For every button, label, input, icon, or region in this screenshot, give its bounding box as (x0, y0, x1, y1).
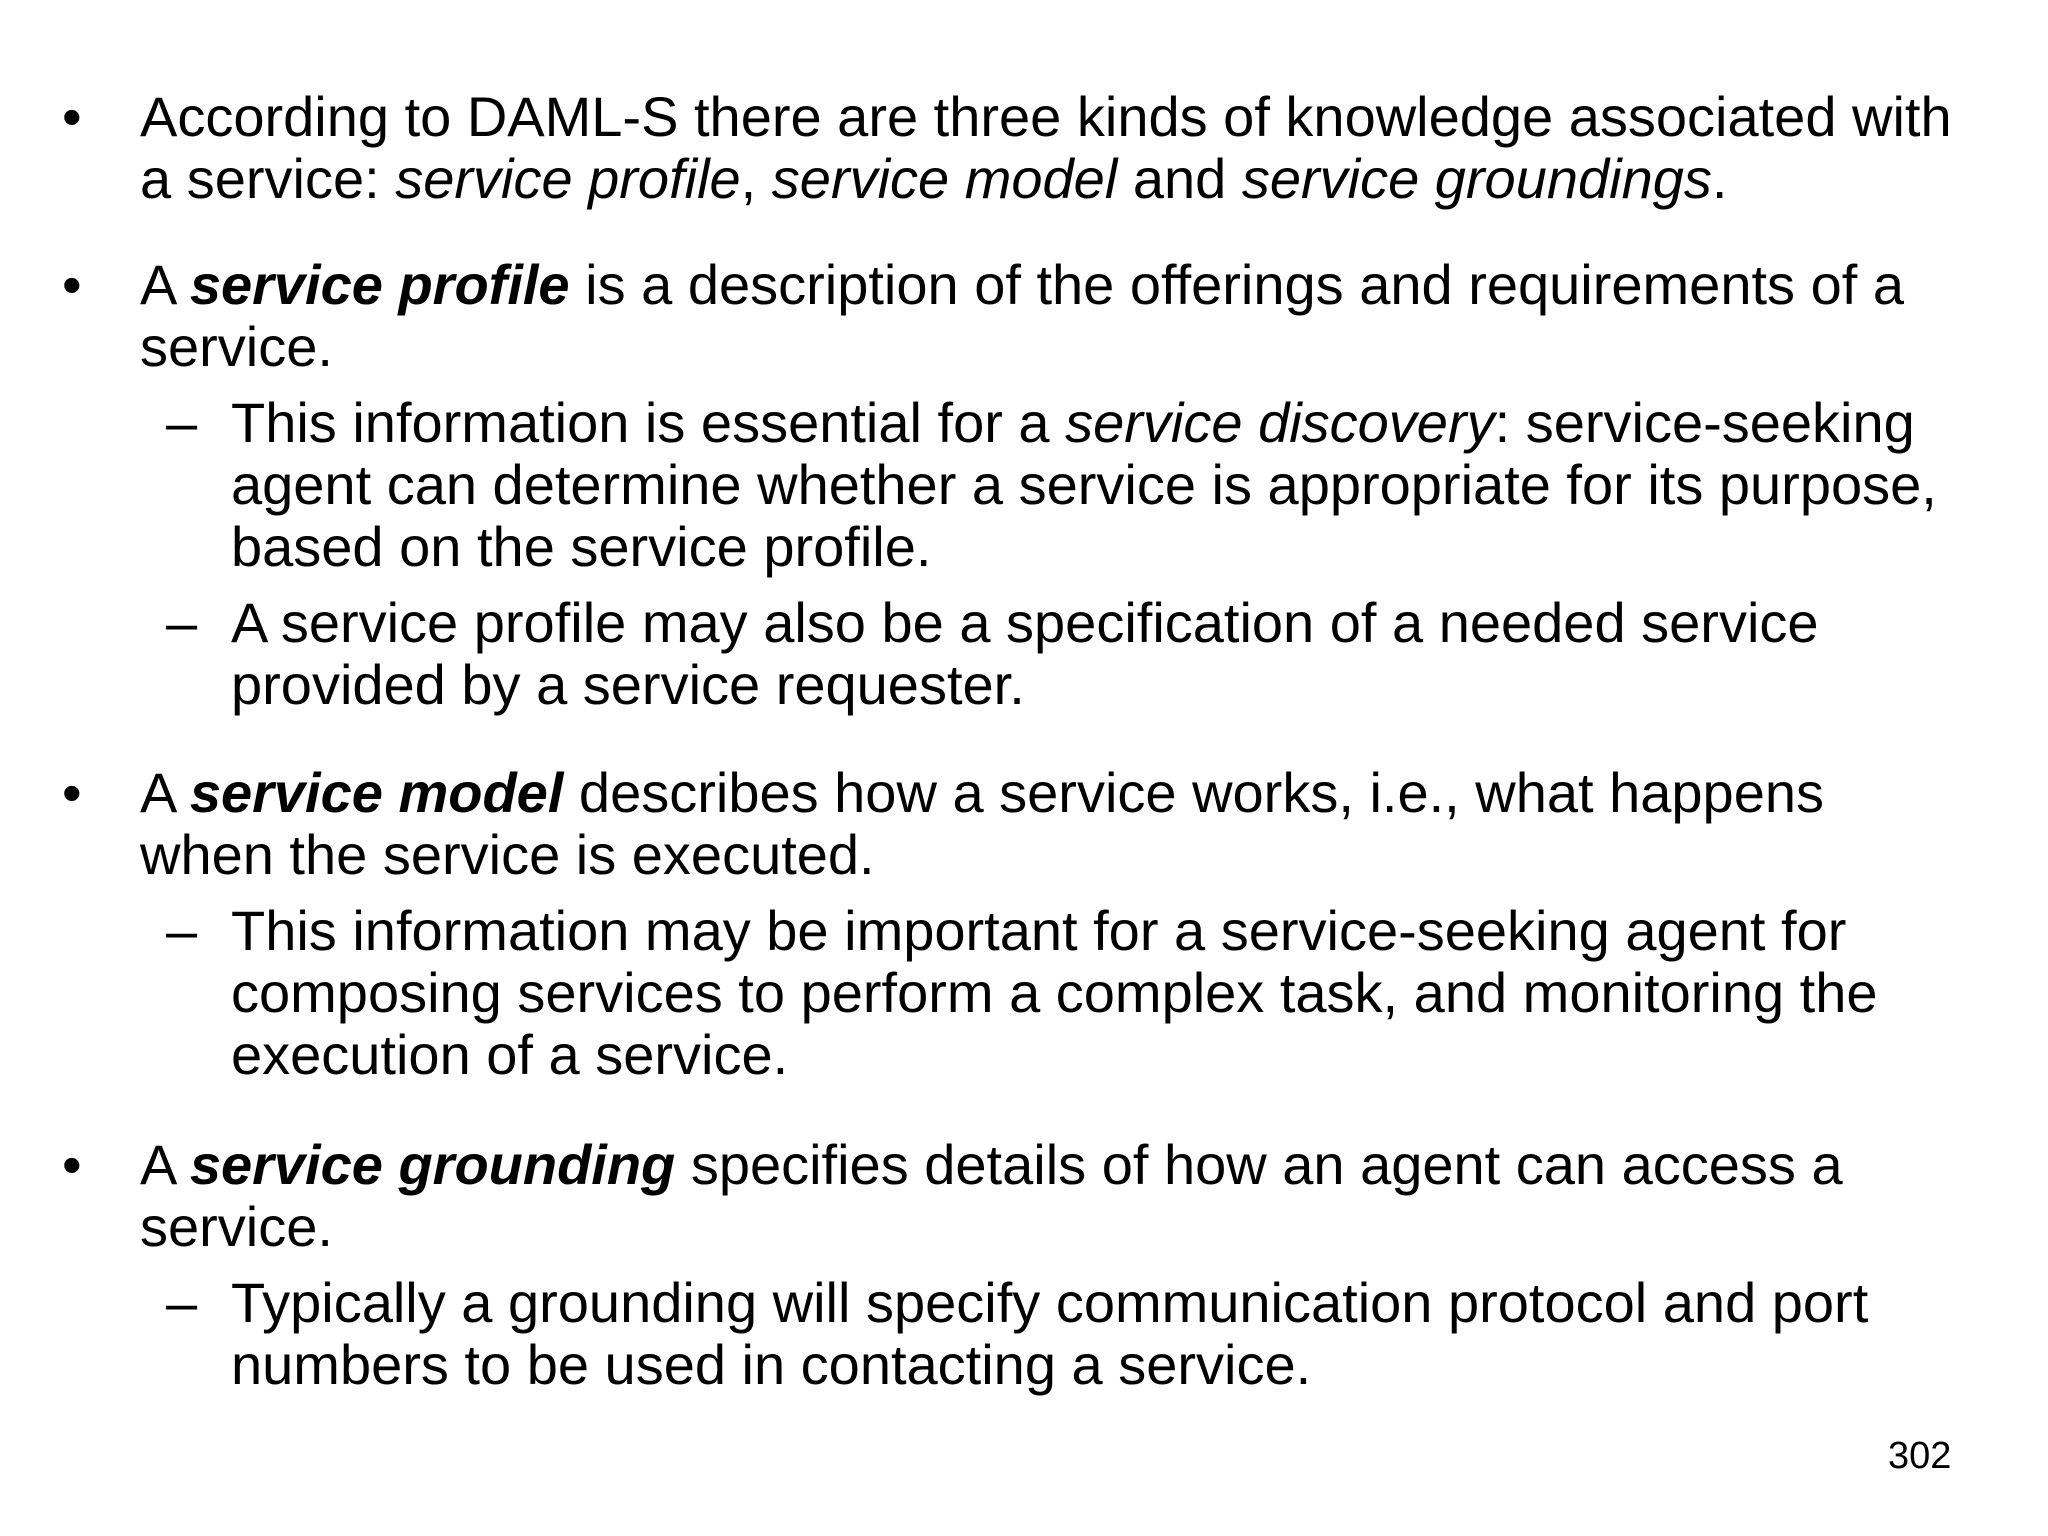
sub-bullet-2-1-line-1 (231, 392, 1915, 454)
term-service-profile: service profile (395, 147, 741, 210)
bullet-2-line-2 (140, 316, 333, 378)
text-run: . (1711, 147, 1728, 210)
text-run: and (1117, 147, 1242, 210)
sub-bullet-3-1-line-2: composing services to perform a complex task, and monitoring the (231, 961, 1878, 1024)
text-run: According to DAML-S there are three kinds of knowledge associated with (140, 85, 1952, 148)
term-service-profile: service profile (189, 253, 570, 316)
sub-bullet-3-1-line-3: execution of a service. (231, 1023, 789, 1086)
bullet-marker: • (62, 761, 82, 824)
text-run: describes how a service works, i.e., what happens (563, 761, 1824, 824)
text-run: specifies details of how an agent can access a (675, 1133, 1843, 1196)
dash-marker: – (166, 1271, 198, 1334)
sub-bullet-4-1-line-1: Typically a grounding will specify communication protocol and port (231, 1271, 1869, 1334)
text-run: : service-seeking (1494, 391, 1915, 454)
text-run: service. (140, 315, 333, 378)
sub-bullet-3-1-line-1: This information may be important for a service-seeking agent for (231, 899, 1847, 962)
text-run: A (140, 1133, 190, 1196)
sub-bullet-2-2-line-2: provided by a service requester. (231, 653, 1025, 716)
bullet-3-line-1 (140, 762, 1824, 824)
text-run: A (140, 761, 190, 824)
text-run: , (740, 147, 772, 210)
bullet-marker: • (62, 253, 82, 316)
text-run: A (140, 253, 190, 316)
term-service-model: service model (189, 761, 564, 824)
term-service-grounding: service grounding (189, 1133, 676, 1196)
dash-marker: – (166, 899, 198, 962)
bullet-1-line-2 (140, 148, 1727, 210)
text-run: This information is essential for a (231, 391, 1066, 454)
sub-bullet-2-1-line-3: based on the service profile. (231, 515, 932, 578)
bullet-3-line-2: when the service is executed. (140, 823, 875, 886)
term-service-model: service model (771, 147, 1118, 210)
bullet-4-line-2: service. (140, 1195, 333, 1258)
bullet-marker: • (62, 1133, 82, 1196)
bullet-1-line-1 (140, 86, 1952, 148)
bullet-2-line-1 (140, 254, 1904, 316)
dash-marker: – (166, 591, 198, 654)
page-number: 302 (1888, 1435, 1952, 1477)
term-service-discovery: service discovery (1065, 391, 1495, 454)
sub-bullet-4-1-line-2: numbers to be used in contacting a service. (231, 1333, 1312, 1396)
sub-bullet-2-2-line-1: A service profile may also be a specification of a needed service (231, 591, 1819, 654)
bullet-4-line-1 (140, 1134, 1843, 1196)
bullet-marker: • (62, 85, 82, 148)
text-run: a service: (140, 147, 396, 210)
text-run: is a description of the offerings and requirements of a (569, 253, 1904, 316)
term-service-groundings: service groundings (1241, 147, 1712, 210)
sub-bullet-2-1-line-2: agent can determine whether a service is appropriate for its purpose, (231, 453, 1937, 516)
dash-marker: – (166, 391, 198, 454)
